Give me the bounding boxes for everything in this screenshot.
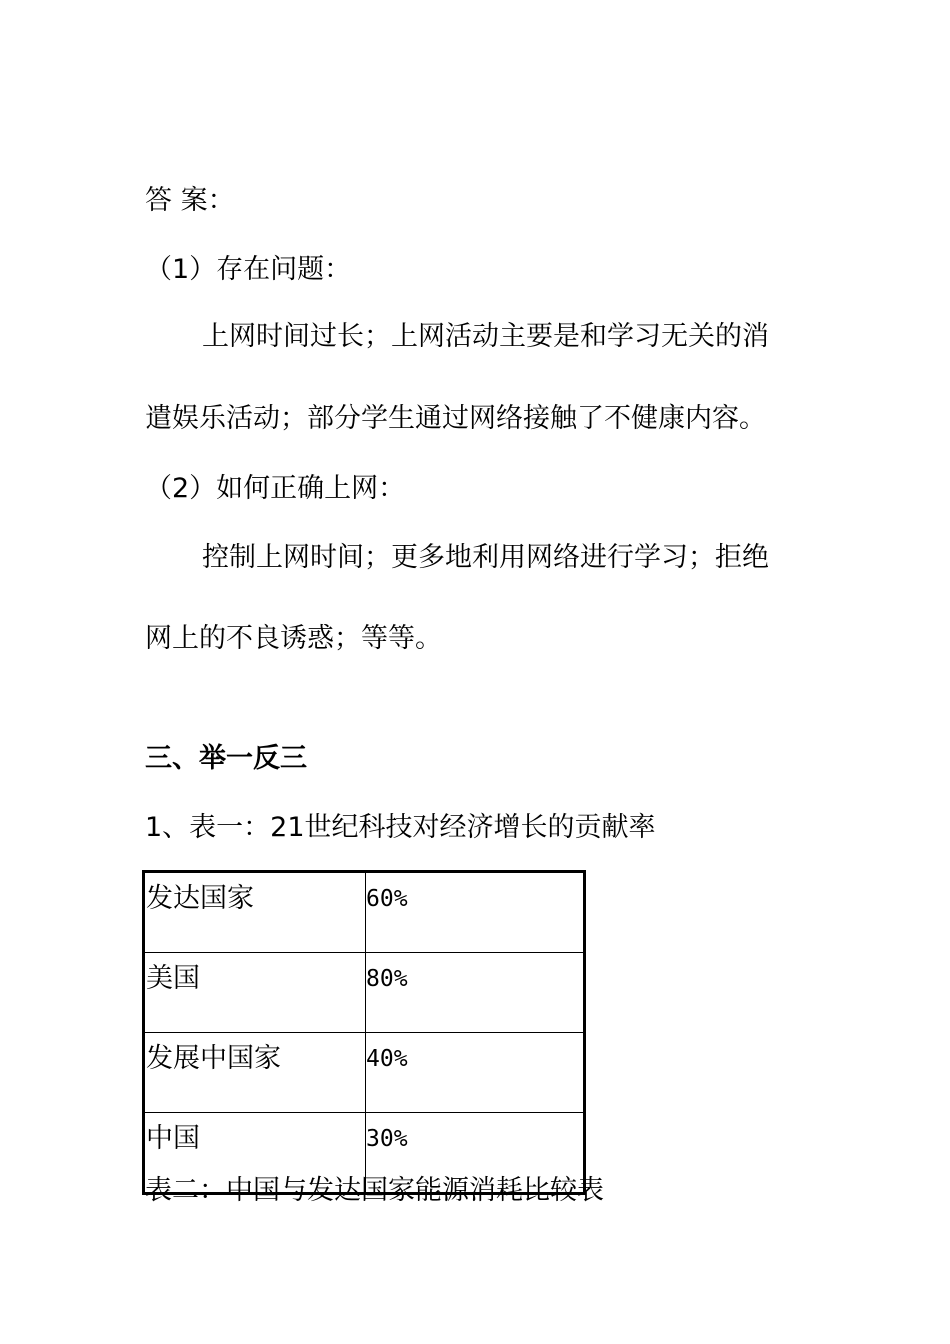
table-1-caption: 1、表一：21世纪科技对经济增长的贡献率 xyxy=(145,812,656,843)
section-title: 三、举一反三 xyxy=(145,743,307,774)
rate-cell: 30% xyxy=(366,1113,585,1194)
rate-cell: 40% xyxy=(366,1033,585,1113)
question-2-answer-line-1: 控制上网时间；更多地利用网络进行学习；拒绝 xyxy=(202,542,769,573)
rate-cell: 60% xyxy=(366,872,585,953)
contribution-rate-table xyxy=(142,870,586,1195)
rate-cell: 80% xyxy=(366,953,585,1033)
table-row xyxy=(144,953,585,1033)
question-2-answer-line-2: 网上的不良诱惑；等等。 xyxy=(145,623,442,654)
table-2-caption: 表二：中国与发达国家能源消耗比较表 xyxy=(145,1175,604,1206)
table-row xyxy=(144,1033,585,1113)
country-cell: 中国 xyxy=(144,1113,366,1194)
country-cell: 发达国家 xyxy=(144,872,366,953)
answer-heading: 答 案： xyxy=(145,185,235,216)
country-cell: 发展中国家 xyxy=(144,1033,366,1113)
question-1-title: （1）存在问题： xyxy=(145,254,352,285)
table-row xyxy=(144,872,585,953)
question-1-answer-line-2: 遣娱乐活动；部分学生通过网络接触了不健康内容。 xyxy=(145,403,766,434)
question-2-title: （2）如何正确上网： xyxy=(145,473,406,504)
question-1-answer-line-1: 上网时间过长；上网活动主要是和学习无关的消 xyxy=(202,321,769,352)
country-cell: 美国 xyxy=(144,953,366,1033)
